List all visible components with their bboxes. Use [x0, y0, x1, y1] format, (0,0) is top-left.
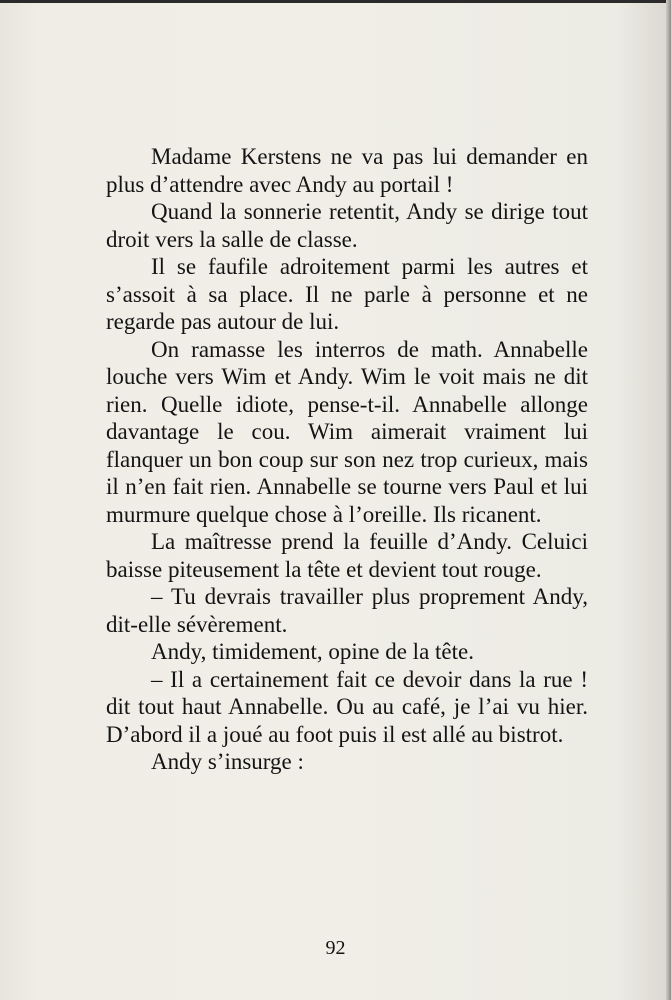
paragraph: On ramasse les interros de math. Annabelle louche vers Wim et Andy. Wim le voit mais ne dit rien. Quelle idiote, pense-t-il. Annabelle allonge davantage le cou. Wim aimerait vraiment lui flanquer un bon coup sur son nez trop curieux, mais il n’en fait rien. Annabelle se tourne vers Paul et lui murmure quelque chose à l’oreille. Ils ricanent.: [106, 336, 588, 527]
page-number: 92: [325, 937, 346, 959]
paragraph: Quand la sonnerie retentit, Andy se dirige tout droit vers la salle de classe.: [106, 199, 588, 252]
paragraph: Andy s’insurge :: [151, 749, 304, 774]
paragraph: Andy, timidement, opine de la tête.: [151, 639, 474, 664]
body-text: [106, 143, 588, 776]
page-right-edge: [666, 0, 671, 1000]
paragraph: – Il a certainement fait ce devoir dans la rue ! dit tout haut Annabelle. Ou au café, je l’ai vu hier. D’abord il a joué au foot puis il est allé au bistrot.: [106, 666, 588, 747]
paragraph: Madame Kerstens ne va pas lui demander en plus d’attendre avec Andy au portail !: [106, 144, 588, 197]
page-top-edge: [0, 0, 671, 3]
paragraph: Il se faufile adroitement parmi les autres et s’assoit à sa place. Il ne parle à personne et ne regarde pas autour de lui.: [106, 254, 588, 334]
paragraph: La maîtresse prend la feuille d’Andy. Celuici baisse piteusement la tête et devient tout rouge.: [106, 529, 588, 582]
paragraph: – Tu devrais travailler plus proprement Andy, dit-elle sévèrement.: [106, 584, 588, 637]
